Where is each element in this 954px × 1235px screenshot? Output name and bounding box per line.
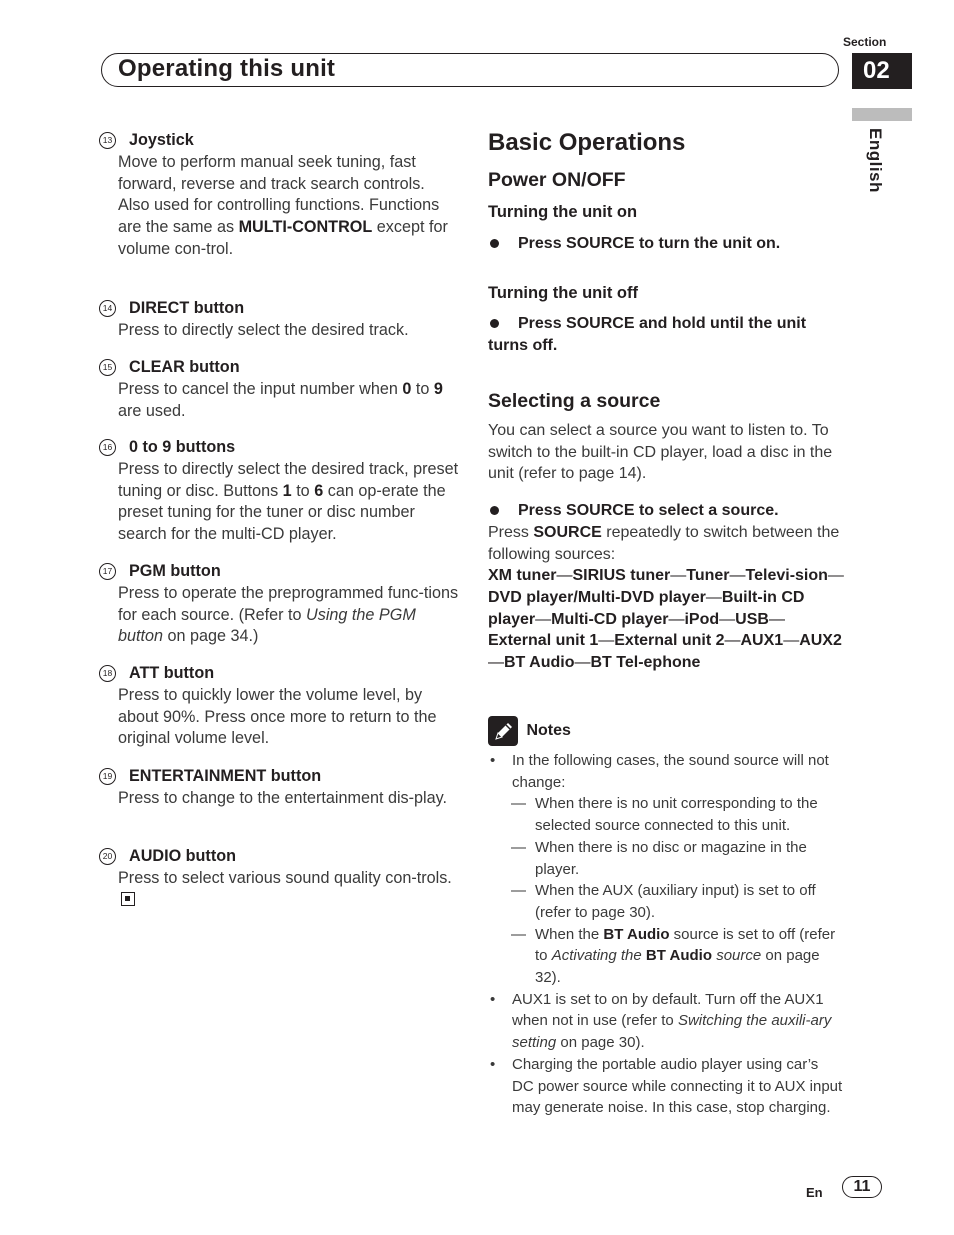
step-select-source: Press SOURCE to select a source. <box>488 500 848 522</box>
item-att-button <box>99 663 459 750</box>
source-item: DVD player/Multi-DVD player <box>488 588 706 606</box>
item-heading: DIRECT button <box>129 299 245 317</box>
item-joystick <box>99 130 459 261</box>
item-heading: Joystick <box>129 131 194 149</box>
source-item: XM tuner <box>488 567 557 584</box>
press-source-text: Press SOURCE repeatedly to switch between the following sources: <box>488 524 840 563</box>
source-item: AUX1 <box>740 632 784 650</box>
section-tab-bar <box>852 108 912 121</box>
item-heading: PGM button <box>129 562 221 580</box>
note-subitem: — When there is no disc or magazine in the player. <box>511 838 807 878</box>
note-item: • AUX1 is set to on by default. Turn off the AUX1 when not in use (refer to Switching the auxili-ary setting on page 30). <box>490 990 832 1052</box>
item-description: Press to cancel the input number when 0 to 9 are used. <box>118 379 443 420</box>
source-item: AUX2 <box>799 632 842 650</box>
source-item: iPod <box>684 610 720 628</box>
source-item: BT Tel-ephone <box>590 654 701 672</box>
end-mark-icon <box>121 892 135 906</box>
page-number: 11 <box>842 1176 882 1198</box>
item-description: Press to directly select the desired track. <box>118 320 409 339</box>
item-number-badge: 19 <box>99 768 116 785</box>
source-item: USB <box>735 610 769 628</box>
notes-header <box>488 716 848 746</box>
note-subitem: — When the BT Audio source is set to off (refer to Activating the BT Audio source on page 32). <box>511 925 836 987</box>
heading-selecting-source: Selecting a source <box>488 390 661 412</box>
item-clear-button <box>99 357 459 422</box>
item-audio-button <box>99 846 459 911</box>
step-turn-on: Press SOURCE to turn the unit on. <box>488 233 848 255</box>
item-number-badge: 14 <box>99 300 116 317</box>
item-description: Press to directly select the desired track, preset tuning or disc. Buttons 1 to 6 can op-erate the preset tuning for the tuner or disc number search for the multi-CD player. <box>118 459 459 544</box>
selecting-intro: You can select a source you want to listen to. To switch to the built-in CD player, load a disc in the unit (refer to page 14). <box>488 422 833 483</box>
heading-basic-operations: Basic Operations <box>488 129 686 156</box>
note-subitem: — When the AUX (auxiliary input) is set to off (refer to page 30). <box>511 882 816 921</box>
item-direct-button <box>99 298 459 342</box>
heading-turning-off: Turning the unit off <box>488 284 638 302</box>
notes-label: Notes <box>526 722 571 739</box>
item-number-badge: 20 <box>99 848 116 865</box>
notes-pencil-icon <box>488 716 518 746</box>
item-heading: 0 to 9 buttons <box>129 438 236 456</box>
item-description: Press to select various sound quality con-trols. <box>99 868 459 912</box>
item-number-badge: 13 <box>99 132 116 149</box>
note-item: • In the following cases, the sound source will not change: <box>490 752 829 791</box>
page-title: Operating this unit <box>118 55 336 82</box>
item-description: Move to perform manual seek tuning, fast forward, reverse and track search controls. Also used for controlling functions. Functions are the same as MULTI-CONTROL except for volume con-trol. <box>118 152 448 258</box>
item-heading: CLEAR button <box>129 358 240 376</box>
source-list: XM tuner—SIRIUS tuner—Tuner—Televi-sion—DVD player/Multi-DVD player—Built-in CD player—Multi-CD player—iPod—USB—External unit 1—External unit 2—AUX1—AUX2—BT Audio—BT Tel-ephone <box>488 567 844 672</box>
step-turn-off: Press SOURCE and hold until the unit turns off. <box>488 315 807 354</box>
source-item: External unit 1 <box>488 632 599 650</box>
note-item: • Charging the portable audio player using car’s DC power source while connecting it to AUX input may generate noise. In this case, stop charging. <box>490 1055 843 1117</box>
item-description: Press to quickly lower the volume level, by about 90%. Press once more to return to the original volume level. <box>118 685 437 748</box>
item-heading: ATT button <box>129 664 215 682</box>
source-item: Multi-CD player <box>551 610 669 628</box>
source-item: Televi-sion <box>745 567 828 584</box>
item-number-badge: 17 <box>99 563 116 580</box>
footer-language: En <box>806 1185 823 1200</box>
source-item: Built-in CD player <box>488 588 805 628</box>
source-item: BT Audio <box>504 654 575 672</box>
item-number-badge: 16 <box>99 439 116 456</box>
item-digit-buttons <box>99 437 459 546</box>
item-entertainment-button <box>99 766 459 810</box>
language-tab: English <box>866 128 885 193</box>
item-description: Press to operate the preprogrammed func-tions for each source. (Refer to Using the PGM button on page 34.) <box>118 583 459 646</box>
item-description: Press to change to the entertainment dis-play. <box>118 788 448 807</box>
item-pgm-button <box>99 561 459 648</box>
item-number-badge: 15 <box>99 359 116 376</box>
bullet-icon <box>490 239 499 248</box>
item-number-badge: 18 <box>99 665 116 682</box>
item-heading: ENTERTAINMENT button <box>129 767 322 785</box>
source-item: SIRIUS tuner <box>572 567 671 584</box>
source-item: Tuner <box>686 567 730 584</box>
bullet-icon <box>490 506 499 515</box>
note-subitem: — When there is no unit corresponding to the selected source connected to this unit. <box>511 795 818 835</box>
heading-power-on-off: Power ON/OFF <box>488 169 626 191</box>
source-item: External unit 2 <box>614 632 725 650</box>
section-number-badge: 02 <box>852 53 912 89</box>
notes-list <box>488 750 844 1119</box>
bullet-icon <box>490 319 499 328</box>
heading-turning-on: Turning the unit on <box>488 203 638 221</box>
section-label: Section <box>843 35 887 49</box>
item-heading: AUDIO button <box>129 847 236 865</box>
